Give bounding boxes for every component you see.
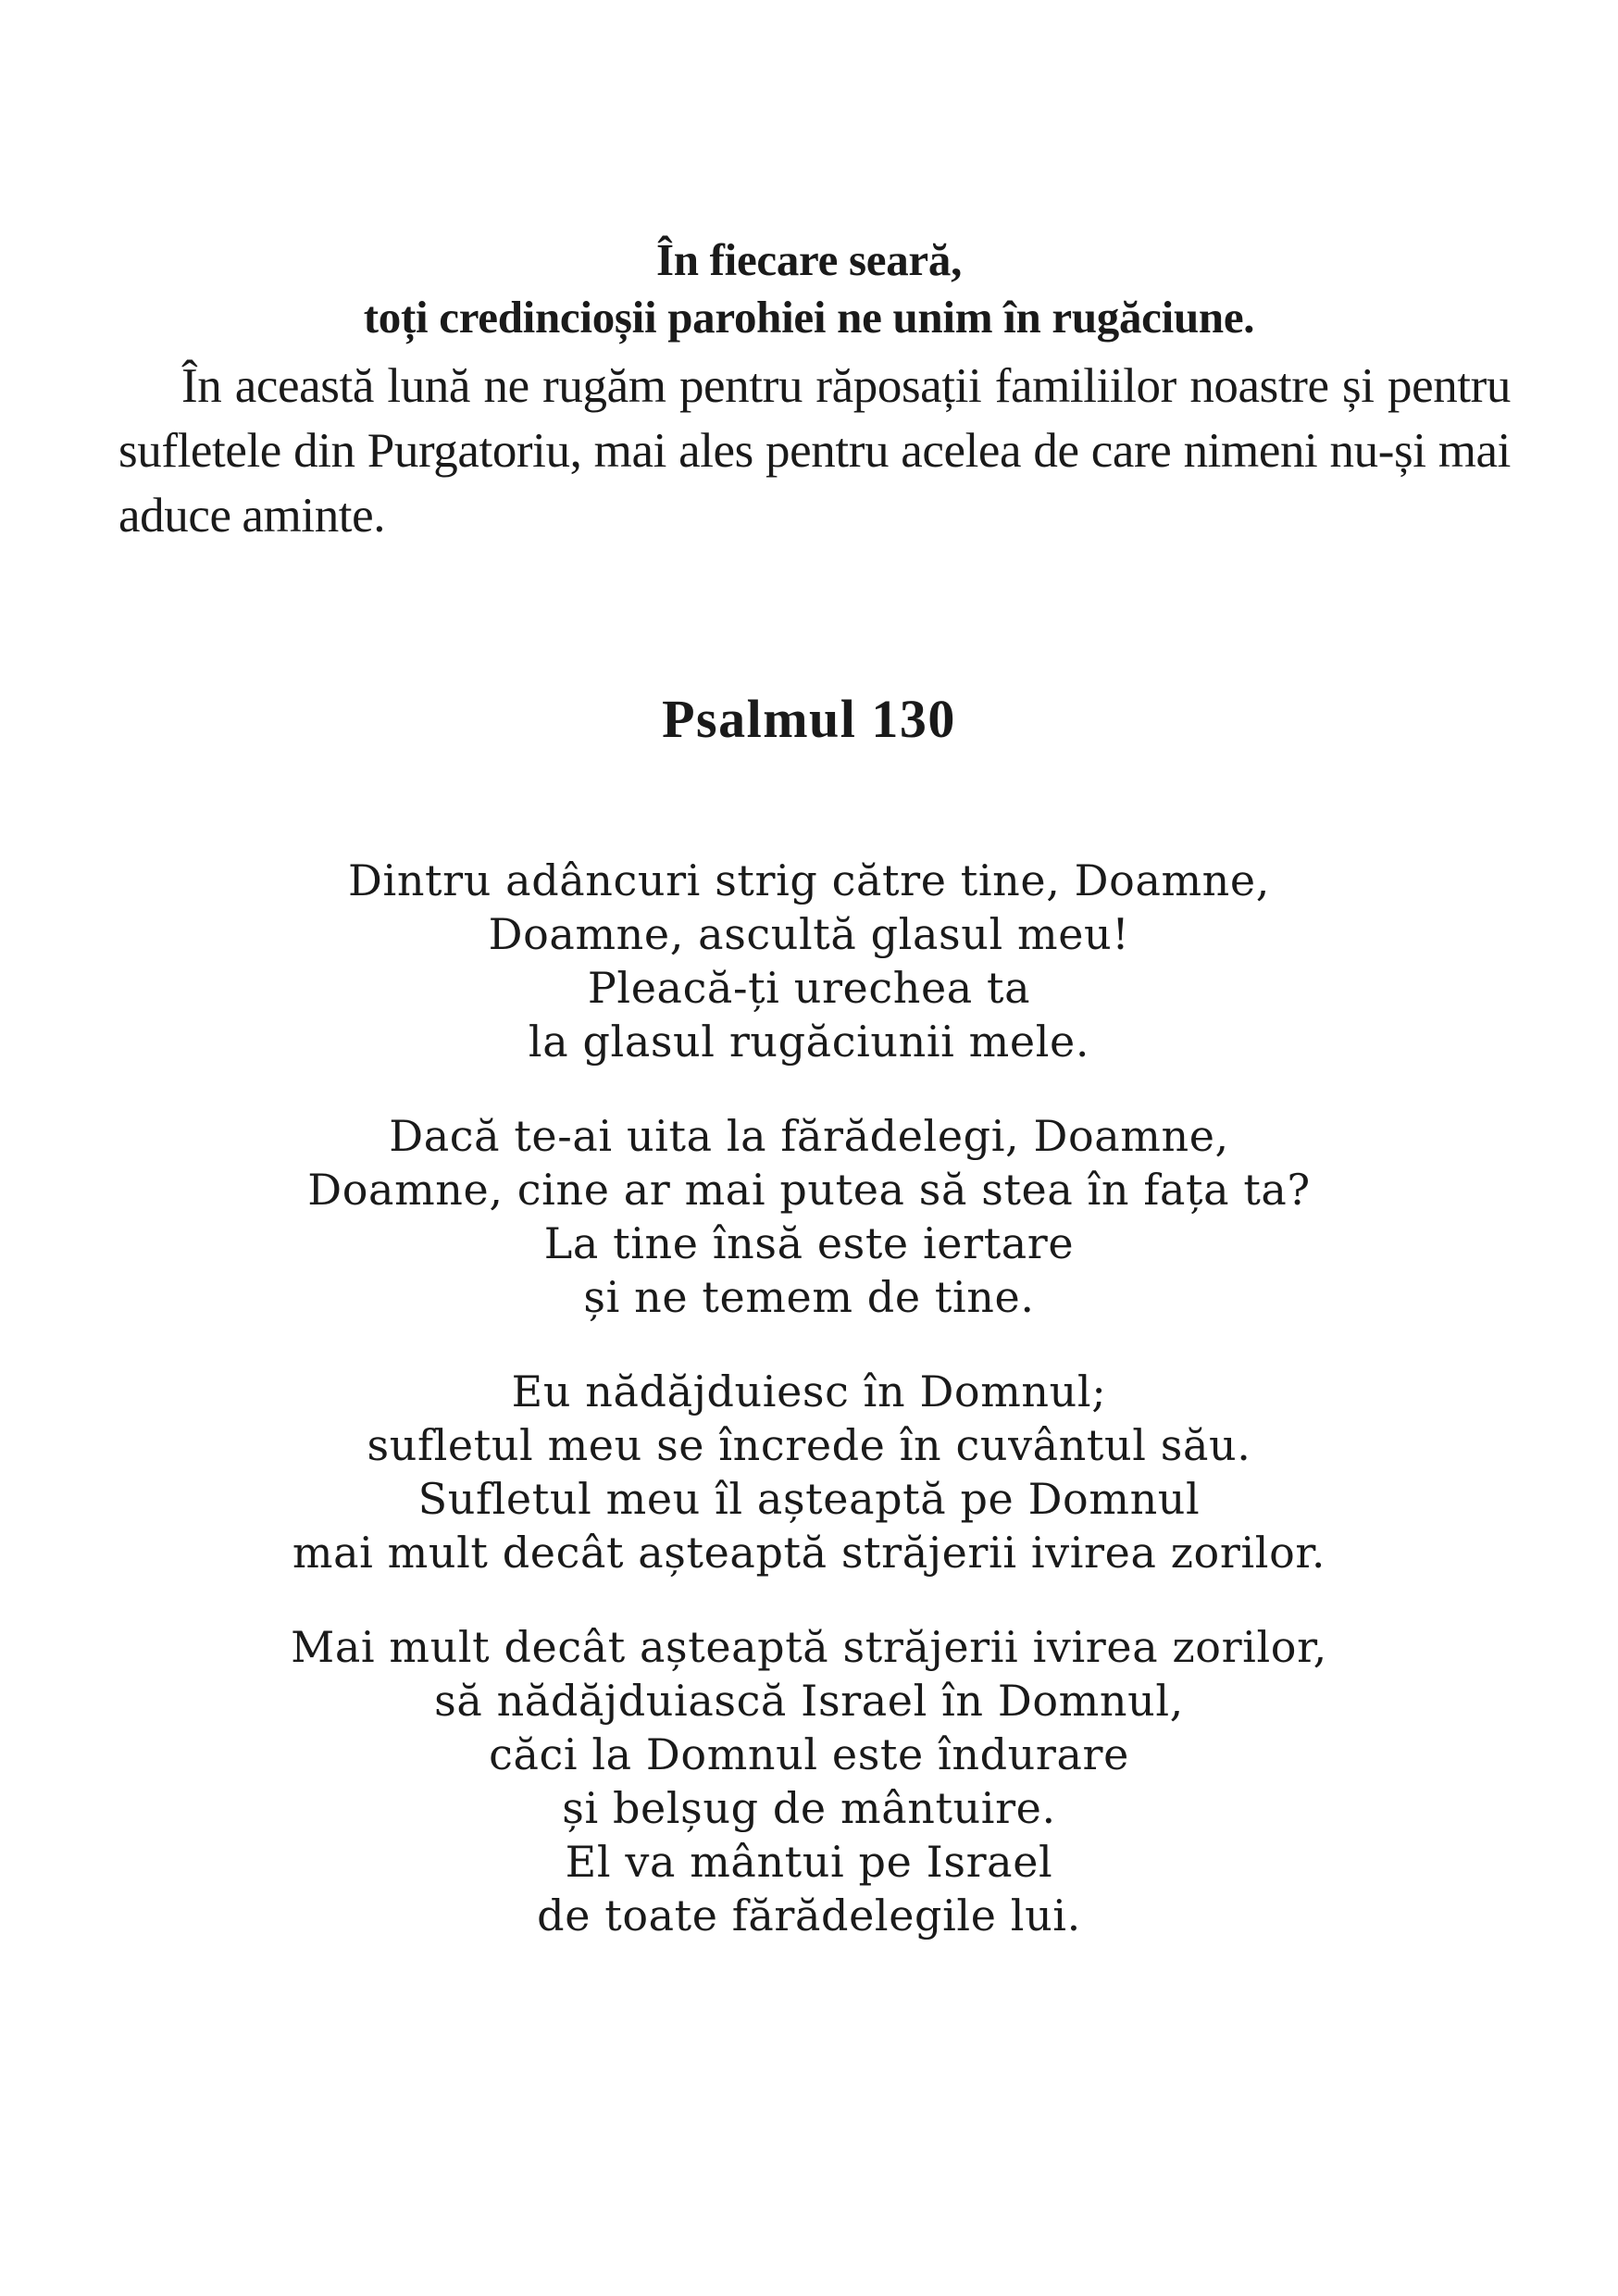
verse-line: și belșug de mântuire. — [562, 1783, 1056, 1833]
verse-line: de toate fărădelegile lui. — [537, 1890, 1081, 1940]
prayer-heading — [0, 231, 1618, 346]
verse-line: Dacă te-ai uita la fărădelegi, Doamne, — [389, 1111, 1229, 1161]
heading-line-2: toți credincioșii parohiei ne unim în rugăciune. — [363, 292, 1255, 343]
verse-line: căci la Domnul este îndurare — [489, 1729, 1129, 1779]
verse-line: Doamne, cine ar mai putea să stea în fața ta? — [307, 1165, 1311, 1215]
intro-paragraph: În această lună ne rugăm pentru răposații familiilor noastre și pentru sufletele din Purgatoriu, mai ales pentru acelea de care nimeni nu-și mai aduce aminte. — [118, 359, 1511, 543]
verse-line: Mai mult decât așteaptă străjerii ivirea zorilor, — [291, 1622, 1327, 1672]
heading-line-1: În fiecare seară, — [655, 234, 963, 285]
verse-line: mai mult decât așteaptă străjerii ivirea zorilor. — [292, 1528, 1326, 1578]
verse-line: El va mântui pe Israel — [565, 1837, 1053, 1887]
psalm-text — [0, 854, 1618, 1983]
verse-line: Dintru adâncuri strig către tine, Doamne, — [348, 855, 1270, 905]
verse-line: sufletul meu se încrede în cuvântul său. — [367, 1420, 1251, 1470]
stanza-3 — [0, 1365, 1618, 1579]
verse-line: Eu nădăjduiesc în Domnul; — [511, 1366, 1107, 1416]
stanza-4 — [0, 1620, 1618, 1942]
verse-line: la glasul rugăciunii mele. — [528, 1017, 1090, 1067]
psalm-title: Psalmul 130 — [662, 689, 956, 749]
verse-line: să nădăjduiască Israel în Domnul, — [434, 1676, 1184, 1726]
verse-line: Sufletul meu îl așteaptă pe Domnul — [417, 1474, 1201, 1524]
stanza-1 — [0, 854, 1618, 1068]
stanza-2 — [0, 1109, 1618, 1324]
verse-line: La tine însă este iertare — [543, 1218, 1075, 1268]
verse-line: Doamne, ascultă glasul meu! — [488, 909, 1130, 959]
verse-line: și ne temem de tine. — [583, 1272, 1035, 1322]
verse-line: Pleacă-ți urechea ta — [587, 963, 1031, 1013]
